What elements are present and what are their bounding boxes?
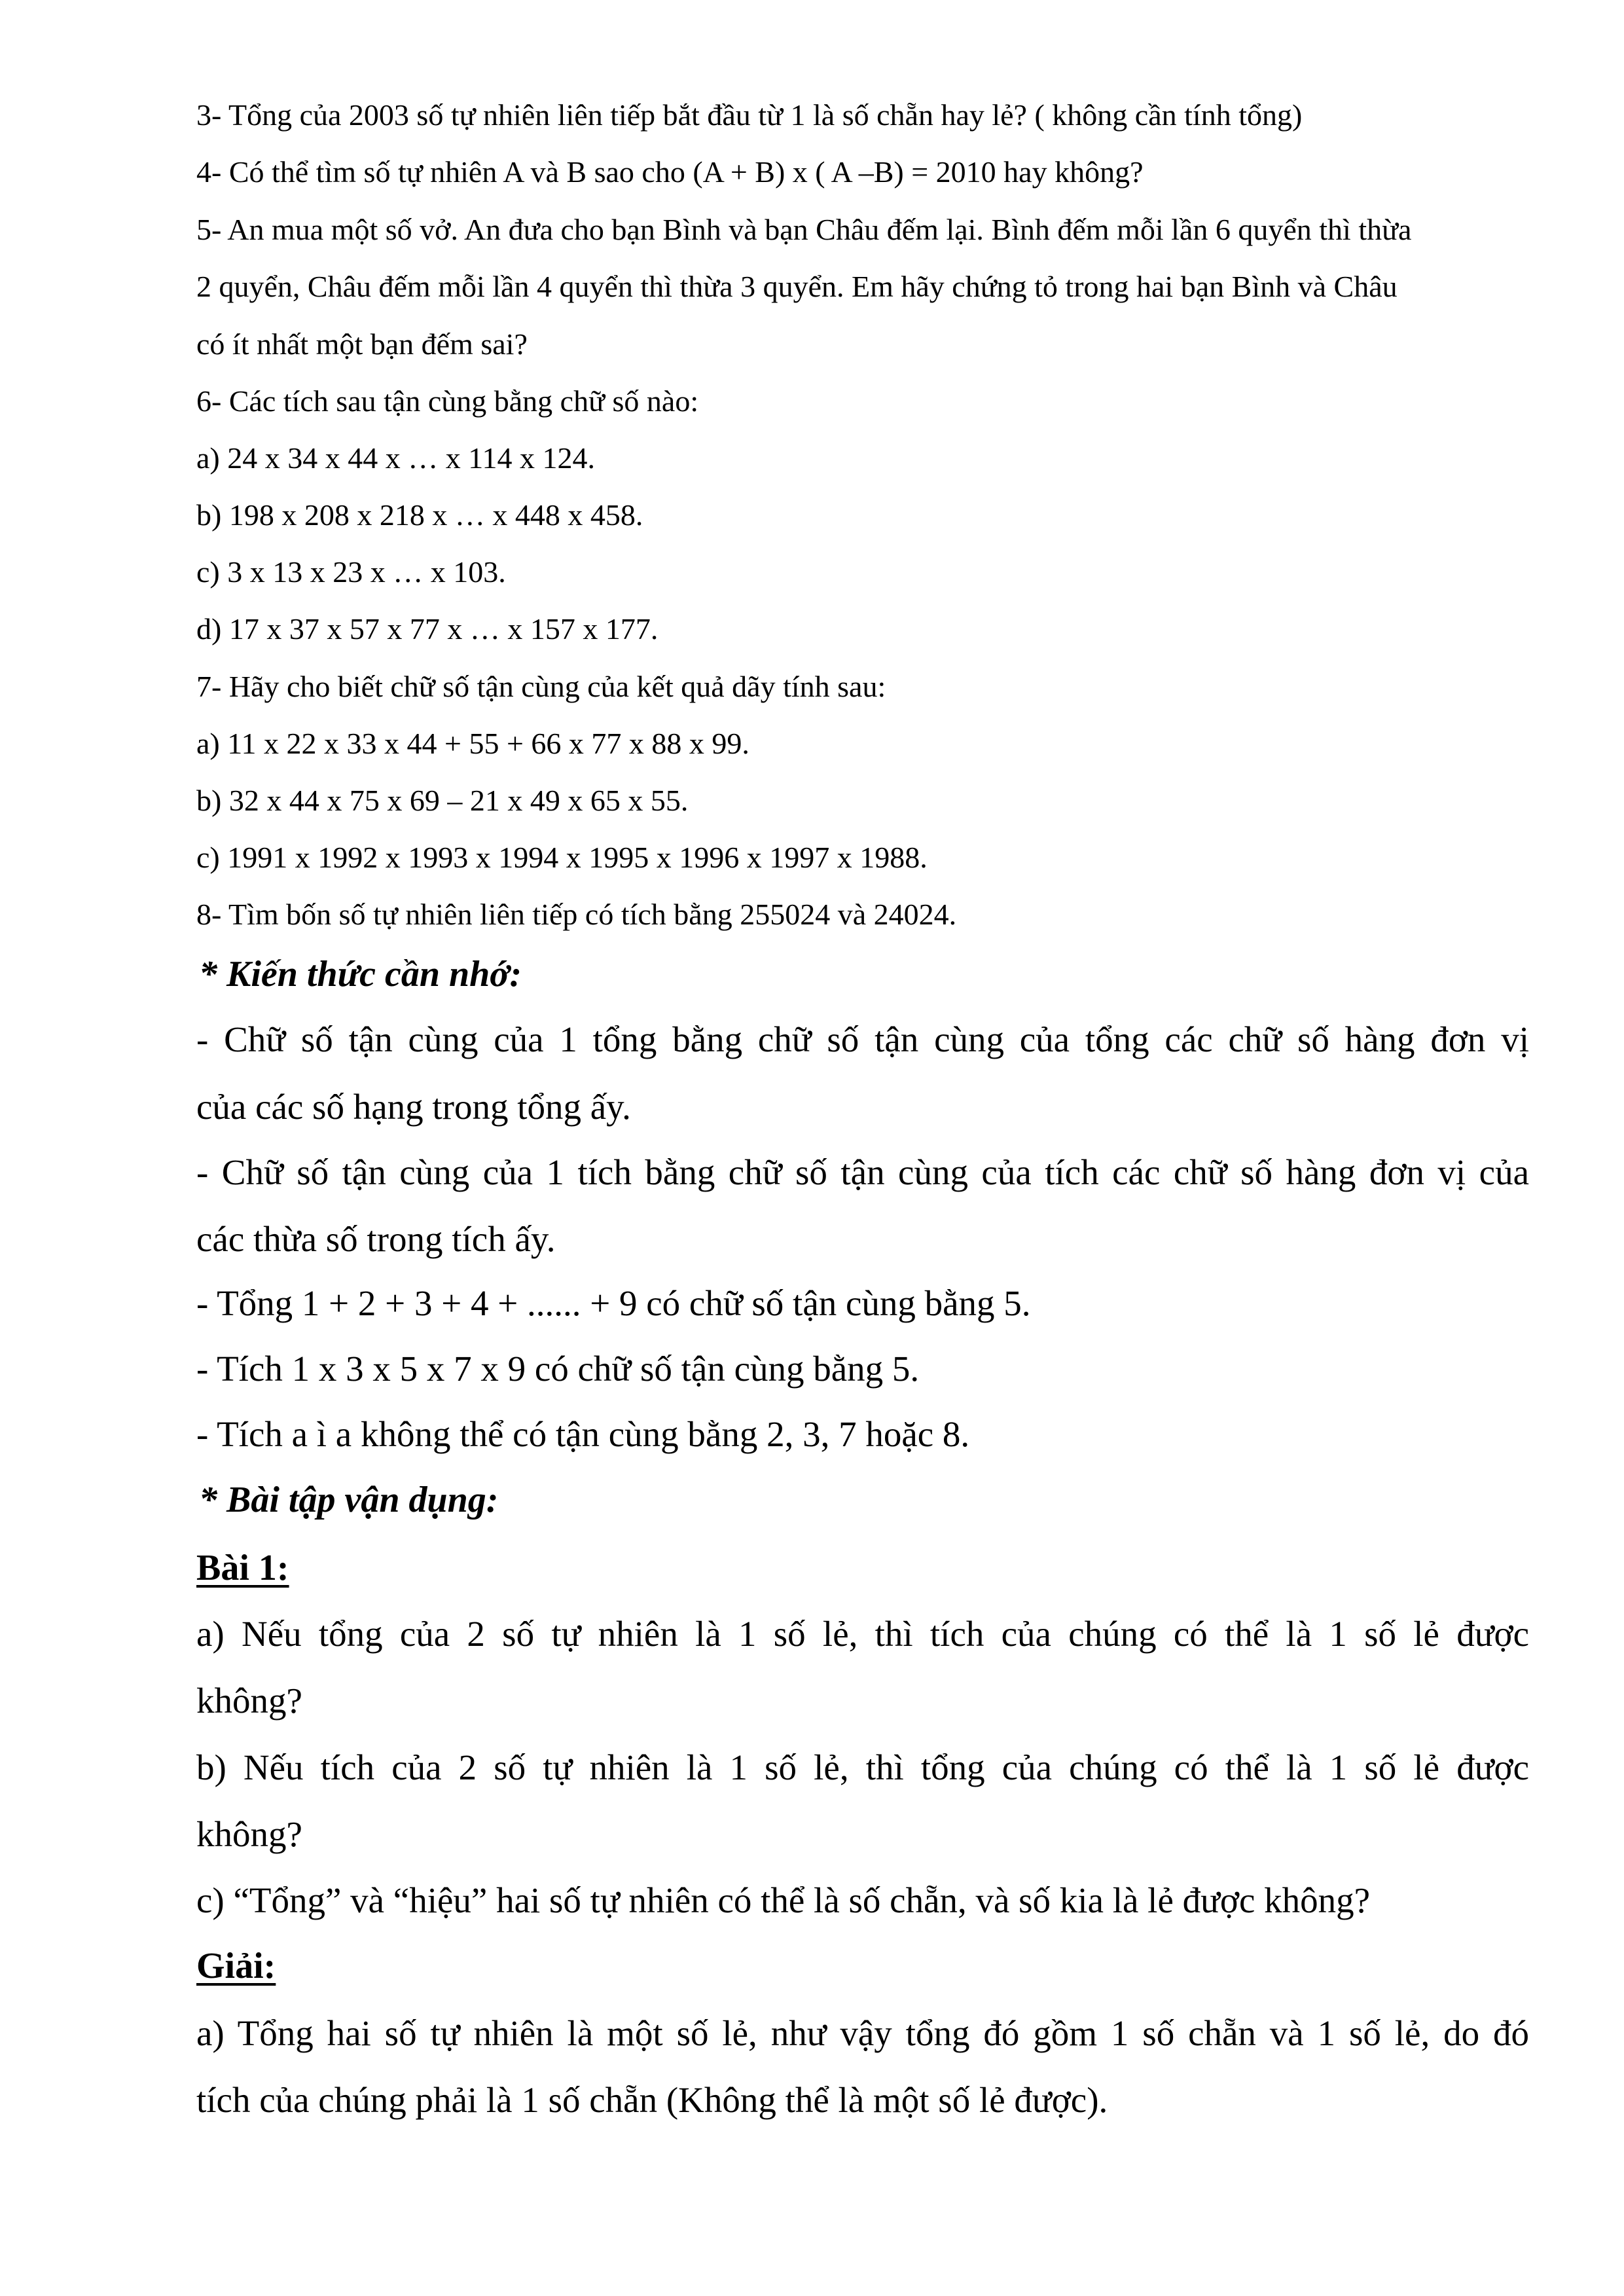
knowledge-line-1: - Chữ số tận cùng của 1 tổng bằng chữ số tận cùng của tổng các chữ số hàng đơn vị (196, 1019, 1529, 1059)
exercise-5-line-2: 2 quyển, Châu đếm mỗi lần 4 quyển thì thừa 3 quyển. Em hãy chứng tỏ trong hai bạn Bình và Châu (196, 270, 1398, 303)
knowledge-line-6: - Tích 1 x 3 x 5 x 7 x 9 có chữ số tận cùng bằng 5. (196, 1349, 920, 1389)
knowledge-heading: * Kiến thức cần nhớ: (199, 954, 522, 994)
knowledge-line-7: - Tích a ì a không thể có tận cùng bằng 2, 3, 7 hoặc 8. (196, 1414, 970, 1454)
knowledge-line-4: các thừa số trong tích ấy. (196, 1219, 556, 1259)
bai1-line-a: a) Nếu tổng của 2 số tự nhiên là 1 số lẻ, thì tích của chúng có thể là 1 số lẻ được (196, 1614, 1529, 1654)
exercise-6a: a) 24 x 34 x 44 x … x 114 x 124. (196, 441, 596, 475)
exercise-7: 7- Hãy cho biết chữ số tận cùng của kết quả dãy tính sau: (196, 670, 886, 703)
exercise-5-line-3: có ít nhất một bạn đếm sai? (196, 327, 528, 361)
exercise-6: 6- Các tích sau tận cùng bằng chữ số nào: (196, 384, 699, 418)
exercise-6b: b) 198 x 208 x 218 x … x 448 x 458. (196, 498, 643, 532)
bai1-line-b: b) Nếu tích của 2 số tự nhiên là 1 số lẻ, thì tổng của chúng có thể là 1 số lẻ được (196, 1747, 1529, 1787)
exercise-6c: c) 3 x 13 x 23 x … x 103. (196, 555, 506, 589)
bai1-line-a-cont: không? (196, 1681, 302, 1721)
exercise-7b: b) 32 x 44 x 75 x 69 – 21 x 49 x 65 x 55. (196, 784, 689, 817)
exercise-5-line-1: 5- An mua một số vở. An đưa cho bạn Bình và bạn Châu đếm lại. Bình đếm mỗi lần 6 quyển thì thừa (196, 213, 1412, 246)
knowledge-line-5: - Tổng 1 + 2 + 3 + 4 + ...... + 9 có chữ số tận cùng bằng 5. (196, 1283, 1031, 1323)
exercise-7c: c) 1991 x 1992 x 1993 x 1994 x 1995 x 1996 x 1997 x 1988. (196, 841, 928, 874)
exercise-7a: a) 11 x 22 x 33 x 44 + 55 + 66 x 77 x 88 x 99. (196, 727, 749, 760)
practice-heading: * Bài tập vận dụng: (199, 1480, 499, 1520)
bai1-line-c: c) “Tổng” và “hiệu” hai số tự nhiên có thể là số chẵn, và số kia là lẻ được không? (196, 1880, 1371, 1920)
solution-heading: Giải: (196, 1946, 276, 1986)
knowledge-line-2: của các số hạng trong tổng ấy. (196, 1087, 631, 1127)
knowledge-line-3: - Chữ số tận cùng của 1 tích bằng chữ số tận cùng của tích các chữ số hàng đơn vị của (196, 1152, 1529, 1192)
exercise-6d: d) 17 x 37 x 57 x 77 x … x 157 x 177. (196, 612, 659, 646)
exercise-8: 8- Tìm bốn số tự nhiên liên tiếp có tích bằng 255024 và 24024. (196, 898, 957, 931)
solution-line-2: tích của chúng phải là 1 số chẵn (Không thể là một số lẻ được). (196, 2080, 1108, 2120)
solution-line-1: a) Tổng hai số tự nhiên là một số lẻ, như vậy tổng đó gồm 1 số chẵn và 1 số lẻ, do đó (196, 2013, 1529, 2053)
exercise-4: 4- Có thể tìm số tự nhiên A và B sao cho (A + B) x ( A –B) = 2010 hay không? (196, 155, 1144, 189)
exercise-3: 3- Tổng của 2003 số tự nhiên liên tiếp bắt đầu từ 1 là số chẵn hay lẻ? ( không cần tính tổng) (196, 98, 1303, 132)
bai1-line-b-cont: không? (196, 1814, 302, 1854)
bai1-heading: Bài 1: (196, 1548, 289, 1588)
